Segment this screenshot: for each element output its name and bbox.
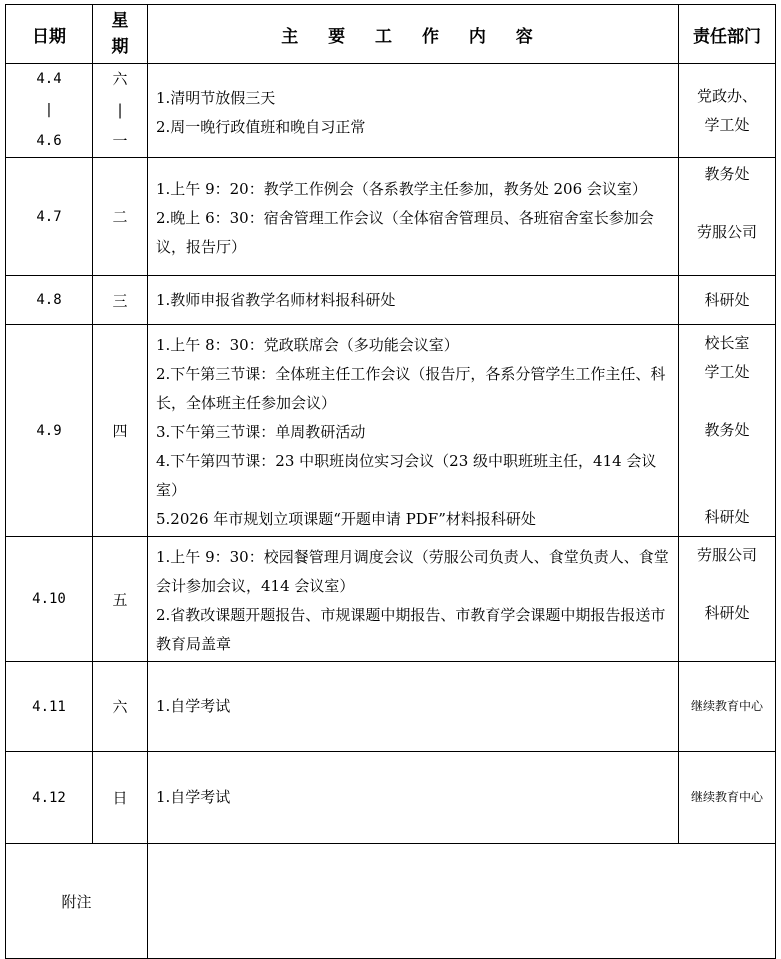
work-item: 1.清明节放假三天 [156,88,276,107]
work-item: 1.自学考试 [156,788,231,806]
table-row [6,64,776,158]
dept-text: 科研处 [704,290,750,309]
header-row [6,5,776,64]
dept-spacer [679,387,775,416]
header-dept: 责任部门 [679,5,776,64]
date-text: 4.4 [36,71,62,87]
dept-text: 继续教育中心 [690,699,763,713]
work-item: 5.2026 年市规划立项课题“开题申请 PDF”材料报科研处 [156,510,536,528]
work-item: 2.周一晚行政值班和晚自习正常 [156,117,366,136]
content-cell [148,158,679,276]
dept-cell [679,662,776,752]
header-date: 日期 [6,5,93,64]
table-row [6,276,776,325]
dept-text: 继续教育中心 [690,790,763,804]
note-label: 附注 [6,844,148,959]
date-cell: 4.9 [6,325,93,537]
dept-text: 学工处 [704,363,750,381]
weekday-cell: 日 [93,752,148,844]
dept-text: 教务处 [704,421,750,439]
dept-spacer [679,189,775,218]
weekly-schedule-table [5,4,776,959]
weekday-text: 六 [112,70,128,88]
weekday-cell [93,64,148,158]
work-item: 2.下午第三节课：全体班主任工作会议（报告厅，各系分管学生工作主任、科长，全体班主任参加会议） [156,365,666,412]
table-row [6,325,776,537]
weekday-text: 一 [112,132,128,150]
date-text: 4.6 [36,133,62,149]
date-cell: 4.7 [6,158,93,276]
table-row [6,662,776,752]
work-item: 3.下午第三节课：单周教研活动 [156,423,366,441]
table-row [6,158,776,276]
header-content-text: 主 要 工 作 内 容 [281,26,545,47]
header-weekday-line: 期 [111,37,129,57]
date-cell: 4.8 [6,276,93,325]
dept-text: 学工处 [704,115,750,134]
dept-text: 科研处 [704,604,750,622]
header-weekday-line: 星 [111,11,129,31]
dept-cell [679,158,776,276]
content-cell [148,662,679,752]
date-cell: 4.11 [6,662,93,752]
weekday-cell: 三 [93,276,148,325]
dept-text: 党政办、 [696,86,757,105]
date-text: | [44,102,54,118]
work-item: 4.下午第四节课：23 中职班岗位实习会议（23 级中职班班主任，414 会议室） [156,452,657,499]
header-weekday [93,5,148,64]
weekday-cell: 五 [93,537,148,662]
work-item: 1.上午 9：30：校园餐管理月调度会议（劳服公司负责人、食堂负责人、食堂会计参加会议，414 会议室） [156,548,669,595]
date-cell [6,64,93,158]
work-item: 2.省教改课题开题报告、市规课题中期报告、市教育学会课题中期报告报送市教育局盖章 [156,606,666,653]
dept-text: 教务处 [704,165,750,183]
dept-cell [679,752,776,844]
work-item: 1.上午 8：30：党政联席会（多功能会议室） [156,336,459,354]
dept-text: 校长室 [704,334,750,352]
work-item: 1.教师申报省教学名师材料报科研处 [156,290,396,309]
date-cell: 4.12 [6,752,93,844]
content-cell [148,276,679,325]
dept-cell [679,325,776,537]
weekday-cell: 六 [93,662,148,752]
table-row [6,752,776,844]
work-item: 2.晚上 6：30：宿舍管理工作会议（全体宿舍管理员、各班宿舍室长参加会议，报告厅） [156,209,654,256]
dept-spacer [679,445,775,474]
work-item: 1.自学考试 [156,697,231,715]
header-content [148,5,679,64]
dept-cell [679,276,776,325]
dept-cell [679,537,776,662]
dept-spacer [679,570,775,599]
dept-text: 劳服公司 [696,223,757,241]
dept-text: 科研处 [704,508,750,526]
dept-spacer [679,474,775,503]
weekday-text: | [117,101,123,119]
weekday-cell: 二 [93,158,148,276]
content-cell [148,752,679,844]
dept-text: 劳服公司 [696,546,757,564]
work-item: 1.上午 9：20：教学工作例会（各系教学主任参加，教务处 206 会议室） [156,180,647,198]
weekday-cell: 四 [93,325,148,537]
content-cell [148,537,679,662]
table-row [6,537,776,662]
dept-cell [679,64,776,158]
date-cell: 4.10 [6,537,93,662]
content-cell [148,325,679,537]
note-content [148,844,776,959]
content-cell [148,64,679,158]
note-row [6,844,776,959]
